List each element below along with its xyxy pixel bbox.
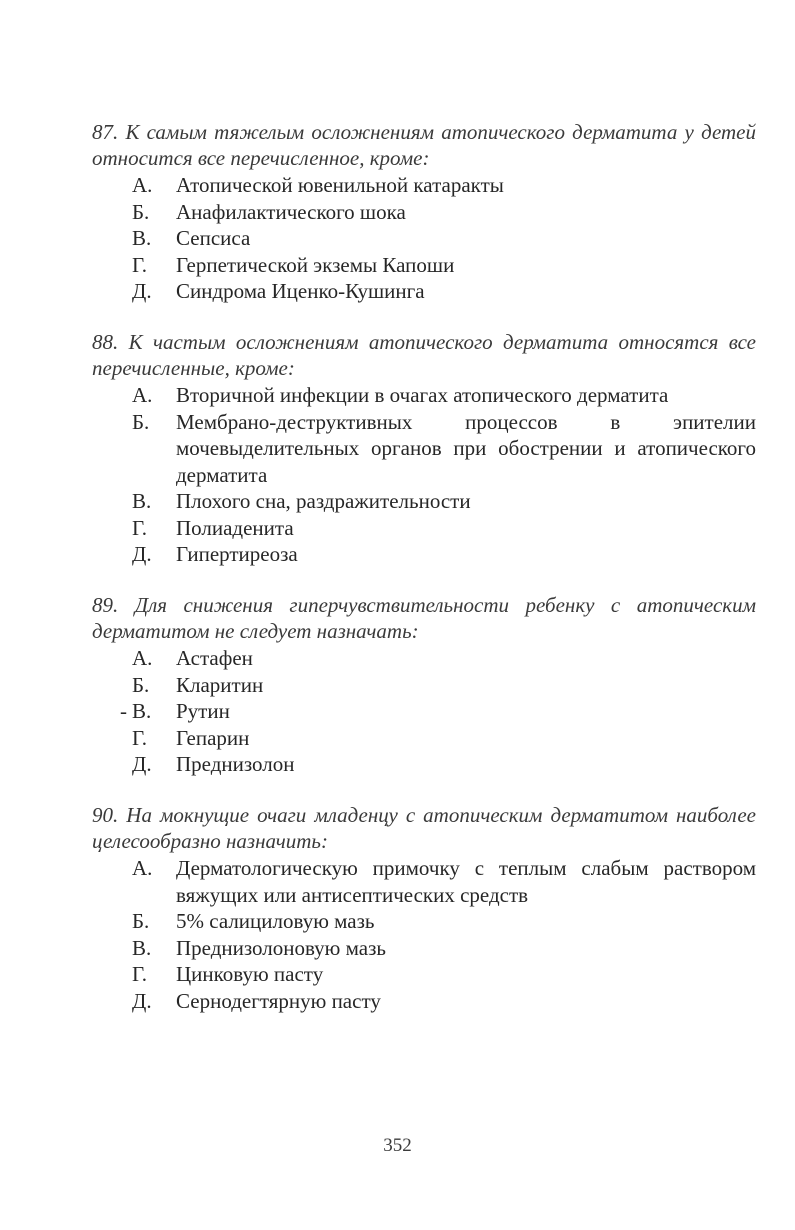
option-letter: В. [132, 935, 152, 960]
question-stem [92, 329, 756, 381]
answer-option-g [132, 515, 756, 542]
question-text: К самым тяжелым осложнениям атопического дерматита у детей относится все перечисленное, кроме: [92, 120, 757, 170]
option-text: Полиаденита [176, 515, 294, 540]
answer-option-g [132, 961, 756, 988]
option-letter: Д. [132, 752, 152, 776]
option-text: Цинковую пасту [176, 962, 324, 986]
question-number: 87. [92, 120, 119, 144]
answer-option-a [132, 382, 756, 409]
question-text: К частым осложнениям атопического дерматита относятся все перечисленные, кроме: [92, 330, 756, 380]
option-letter: Б. [132, 409, 150, 434]
answer-options [92, 855, 756, 1014]
option-letter: Г. [132, 962, 148, 986]
option-text: Гипертиреоза [176, 542, 298, 566]
option-text: Плохого сна, раздражительности [176, 489, 471, 513]
answer-option-a [132, 172, 756, 199]
question-87 [92, 119, 756, 305]
option-letter: Г. [132, 725, 148, 750]
option-letter: Д. [132, 279, 152, 303]
answer-option-v [132, 935, 756, 962]
question-number: 89. [92, 593, 119, 617]
option-letter: Б. [132, 909, 150, 933]
option-text: Синдрома Иценко-Кушинга [176, 279, 425, 303]
option-letter: Б. [132, 672, 150, 697]
question-89 [92, 592, 756, 778]
question-stem [92, 592, 756, 644]
option-text: Рутин [176, 699, 230, 723]
answer-option-b [132, 908, 756, 935]
option-text: Анафилактического шока [176, 199, 406, 224]
option-letter: Г. [132, 252, 148, 277]
option-letter: А. [132, 646, 153, 670]
question-number: 88. [92, 330, 119, 354]
answer-option-a [132, 645, 756, 672]
answer-option-g [132, 725, 756, 752]
option-text: Кларитин [176, 672, 264, 697]
question-number: 90. [92, 803, 119, 827]
option-text: Мембрано-деструктивных процессов в эпителии мочевыделительных органов при обострении и атопического дерматита [176, 409, 756, 487]
answer-option-d [132, 988, 756, 1015]
page-number: 352 [383, 1135, 412, 1156]
question-stem [92, 119, 756, 171]
option-text: Преднизолон [176, 752, 295, 776]
answer-option-v [132, 225, 756, 252]
question-stem [92, 802, 756, 854]
option-text: Герпетической экземы Капоши [176, 252, 455, 277]
option-letter: Б. [132, 199, 150, 224]
option-text: Сернодегтярную пасту [176, 988, 381, 1013]
answer-option-d [132, 278, 756, 305]
option-letter: Д. [132, 542, 152, 566]
option-letter: А. [132, 856, 153, 880]
option-letter: В. [132, 489, 152, 513]
option-letter: Г. [132, 515, 148, 540]
question-text: На мокнущие очаги младенцу с атопическим дерматитом наиболее целесообразно назначить: [92, 803, 756, 853]
option-text: Вторичной инфекции в очагах атопического дерматита [176, 383, 669, 407]
option-text: Астафен [176, 646, 253, 670]
option-text: 5% салициловую мазь [176, 909, 375, 933]
answer-option-d [132, 541, 756, 568]
answer-option-b [132, 672, 756, 699]
option-letter: Д. [132, 988, 152, 1013]
answer-option-b [132, 409, 756, 489]
option-letter: А. [132, 173, 153, 197]
answer-mark: - [120, 699, 127, 723]
answer-option-a [132, 855, 756, 908]
answer-option-d [132, 751, 756, 778]
option-letter: В. [132, 699, 152, 723]
option-text: Дерматологическую примочку с теплым слабым раствором вяжущих или антисептических средств [176, 856, 756, 907]
answer-option-g [132, 252, 756, 279]
answer-options [92, 382, 756, 568]
answer-option-b [132, 199, 756, 226]
answer-options [92, 645, 756, 778]
option-letter: А. [132, 383, 153, 407]
option-text: Гепарин [176, 725, 250, 750]
question-88 [92, 329, 756, 568]
option-text: Атопической ювенильной катаракты [176, 173, 504, 197]
option-text: Преднизолоновую мазь [176, 935, 386, 960]
answer-options [92, 172, 756, 305]
question-90 [92, 802, 756, 1014]
answer-option-v [132, 488, 756, 515]
answer-option-v [120, 698, 756, 725]
question-text: Для снижения гиперчувствительности ребенку с атопическим дерматитом не следует назначать: [92, 593, 756, 643]
option-letter: В. [132, 226, 152, 250]
option-text: Сепсиса [176, 226, 251, 250]
